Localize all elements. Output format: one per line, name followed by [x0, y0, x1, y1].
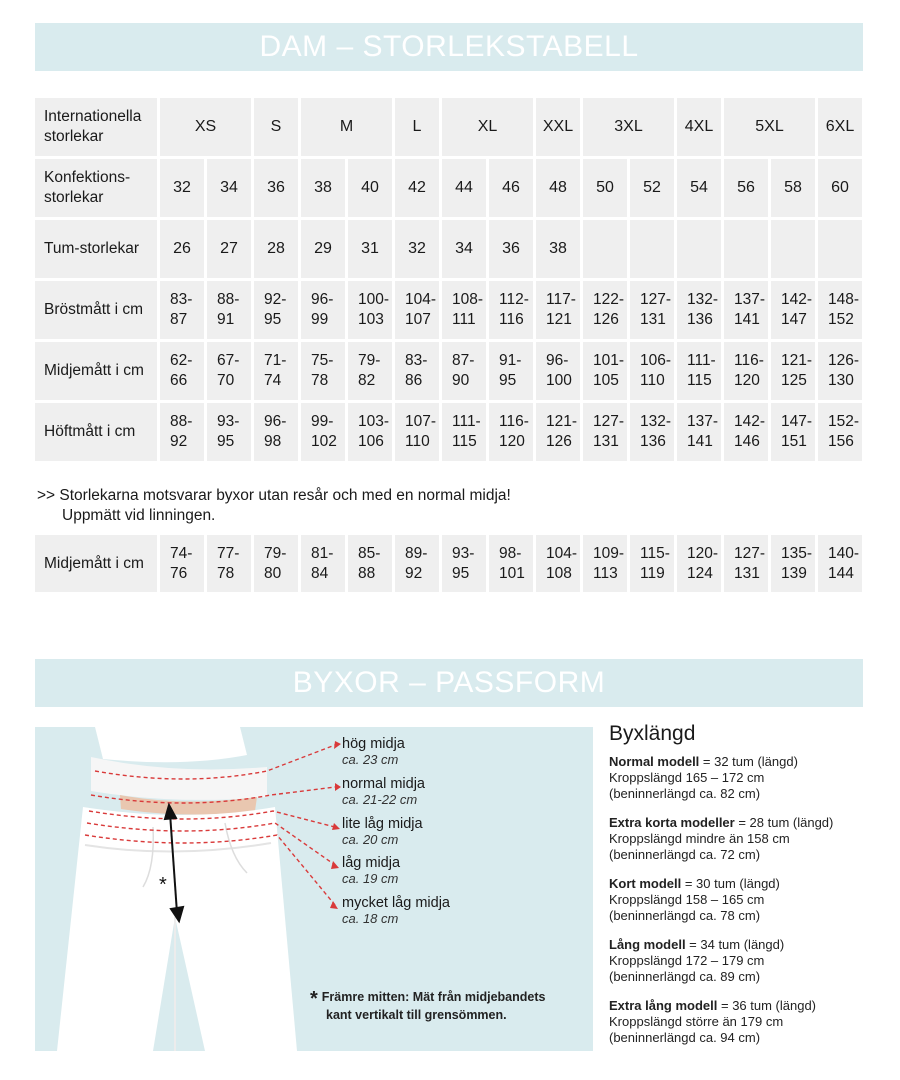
waist-band-cell: 85-88	[348, 535, 392, 592]
waist-band-cell: 74-76	[160, 535, 204, 592]
waist-band-cell: 120-124	[677, 535, 721, 592]
size-cell: 116-120	[489, 403, 533, 461]
size-cell: 44	[442, 159, 486, 217]
size-cell: 121-126	[536, 403, 580, 461]
international-size-cell: 5XL	[724, 98, 815, 156]
size-cell: 91-95	[489, 342, 533, 400]
waist-band-cell: 77-78	[207, 535, 251, 592]
size-cell: 38	[301, 159, 345, 217]
international-size-cell: L	[395, 98, 439, 156]
waist-at-band-table	[35, 535, 863, 592]
size-cell: 111-115	[677, 342, 721, 400]
model-inseam-length: (beninnerlängd ca. 78 cm)	[609, 908, 761, 923]
size-cell: 122-126	[583, 281, 627, 339]
model-name: Kort modell	[609, 876, 682, 891]
footnote-asterisk: *	[310, 988, 318, 1010]
model-size-line	[609, 937, 869, 953]
waist-type-measure: ca. 20 cm	[342, 832, 399, 847]
waist-type-name: hög midja	[342, 736, 405, 752]
waist-band-cell: 135-139	[771, 535, 815, 592]
size-cell: 137-141	[724, 281, 768, 339]
model-name: Extra korta modeller	[609, 815, 735, 830]
inseam-model	[609, 754, 869, 802]
size-cell: 142-147	[771, 281, 815, 339]
inseam-model	[609, 998, 869, 1046]
waist-type-name: normal midja	[342, 776, 425, 792]
size-cell	[630, 220, 674, 278]
size-cell: 46	[489, 159, 533, 217]
size-cell: 104-107	[395, 281, 439, 339]
size-cell: 142-146	[724, 403, 768, 461]
model-size-line	[609, 876, 869, 892]
inseam-model-list	[609, 754, 869, 1046]
row-label: Tum-storlekar	[35, 220, 157, 278]
row-label: Bröstmått i cm	[35, 281, 157, 339]
size-cell: 79-82	[348, 342, 392, 400]
waist-type-measure: ca. 23 cm	[342, 752, 399, 767]
model-name: Lång modell	[609, 937, 686, 952]
waist-band-cell: 89-92	[395, 535, 439, 592]
waist-type-label	[342, 855, 400, 887]
size-cell: 137-141	[677, 403, 721, 461]
international-size-cell: 3XL	[583, 98, 674, 156]
fit-illustration-panel	[35, 727, 593, 1051]
size-cell: 62-66	[160, 342, 204, 400]
row-label: Midjemått i cm	[35, 535, 157, 592]
waist-type-label	[342, 895, 450, 927]
size-cell: 96-100	[536, 342, 580, 400]
size-cell: 101-105	[583, 342, 627, 400]
size-cell: 56	[724, 159, 768, 217]
size-cell: 32	[395, 220, 439, 278]
size-cell: 92-95	[254, 281, 298, 339]
waist-type-measure: ca. 18 cm	[342, 911, 399, 926]
international-size-cell: XS	[160, 98, 251, 156]
size-cell: 52	[630, 159, 674, 217]
model-inseam-length: (beninnerlängd ca. 72 cm)	[609, 847, 761, 862]
waist-band-cell: 93-95	[442, 535, 486, 592]
model-size: = 34 tum (längd)	[685, 937, 785, 952]
inseam-section	[609, 722, 869, 1059]
size-cell: 100-103	[348, 281, 392, 339]
waist-band-cell: 109-113	[583, 535, 627, 592]
size-cell: 58	[771, 159, 815, 217]
model-body-length: Kroppslängd 172 – 179 cm	[609, 953, 765, 968]
model-size: = 36 tum (längd)	[717, 998, 817, 1013]
size-cell: 132-136	[630, 403, 674, 461]
size-cell: 54	[677, 159, 721, 217]
inseam-model	[609, 876, 869, 924]
size-cell: 96-99	[301, 281, 345, 339]
model-body-length: Kroppslängd 158 – 165 cm	[609, 892, 765, 907]
size-cell: 50	[583, 159, 627, 217]
model-size: = 28 tum (längd)	[734, 815, 834, 830]
size-cell: 71-74	[254, 342, 298, 400]
size-cell: 127-131	[630, 281, 674, 339]
row-label-international: Internationella storlekar	[35, 98, 157, 156]
waist-band-cell: 104-108	[536, 535, 580, 592]
model-size-line	[609, 815, 869, 831]
waist-type-name: låg midja	[342, 855, 401, 871]
waist-band-cell: 81-84	[301, 535, 345, 592]
inseam-model	[609, 815, 869, 863]
model-inseam-length: (beninnerlängd ca. 89 cm)	[609, 969, 761, 984]
size-cell: 26	[160, 220, 204, 278]
size-cell: 83-87	[160, 281, 204, 339]
size-cell: 34	[442, 220, 486, 278]
model-size: = 32 tum (längd)	[699, 754, 798, 769]
size-cell: 38	[536, 220, 580, 278]
size-cell: 108-111	[442, 281, 486, 339]
waist-band-cell: 79-80	[254, 535, 298, 592]
international-size-cell: XXL	[536, 98, 580, 156]
size-cell: 87-90	[442, 342, 486, 400]
model-inseam-length: (beninnerlängd ca. 82 cm)	[609, 786, 761, 801]
size-cell: 112-116	[489, 281, 533, 339]
size-cell: 107-110	[395, 403, 439, 461]
row-label: Konfektions-storlekar	[35, 159, 157, 217]
size-cell: 75-78	[301, 342, 345, 400]
waist-type-measure: ca. 19 cm	[342, 871, 399, 886]
model-size: = 30 tum (längd)	[681, 876, 780, 891]
waist-band-cell: 115-119	[630, 535, 674, 592]
size-note-line2: Uppmätt vid linningen.	[62, 507, 216, 524]
international-size-cell: 6XL	[818, 98, 862, 156]
size-cell: 121-125	[771, 342, 815, 400]
size-cell: 40	[348, 159, 392, 217]
model-body-length: Kroppslängd större än 179 cm	[609, 1014, 784, 1029]
size-cell: 28	[254, 220, 298, 278]
size-cell: 111-115	[442, 403, 486, 461]
waist-band-cell: 127-131	[724, 535, 768, 592]
size-cell	[771, 220, 815, 278]
size-table	[35, 98, 863, 461]
size-cell: 148-152	[818, 281, 862, 339]
waist-band-cell: 140-144	[818, 535, 862, 592]
size-cell: 88-92	[160, 403, 204, 461]
size-cell: 32	[160, 159, 204, 217]
size-note	[37, 486, 511, 526]
model-body-length: Kroppslängd mindre än 158 cm	[609, 831, 790, 846]
size-cell: 117-121	[536, 281, 580, 339]
model-name: Extra lång modell	[609, 998, 718, 1013]
inseam-model	[609, 937, 869, 985]
dash-arrowheads	[330, 741, 341, 909]
model-size-line	[609, 998, 869, 1014]
size-cell: 67-70	[207, 342, 251, 400]
size-cell	[818, 220, 862, 278]
size-cell: 152-156	[818, 403, 862, 461]
asterisk-mark: *	[159, 874, 167, 896]
size-cell: 126-130	[818, 342, 862, 400]
size-cell: 34	[207, 159, 251, 217]
size-cell: 116-120	[724, 342, 768, 400]
international-size-cell: M	[301, 98, 392, 156]
fit-banner: BYXOR – PASSFORM	[35, 659, 863, 707]
size-cell: 42	[395, 159, 439, 217]
size-cell: 96-98	[254, 403, 298, 461]
size-cell: 48	[536, 159, 580, 217]
size-cell: 88-91	[207, 281, 251, 339]
model-name: Normal modell	[609, 754, 700, 769]
size-cell: 60	[818, 159, 862, 217]
model-inseam-length: (beninnerlängd ca. 94 cm)	[609, 1030, 761, 1045]
footnote-line2: kant vertikalt till grensömmen.	[326, 1008, 507, 1022]
size-cell: 106-110	[630, 342, 674, 400]
row-label: Höftmått i cm	[35, 403, 157, 461]
size-cell: 147-151	[771, 403, 815, 461]
size-cell	[724, 220, 768, 278]
size-cell: 36	[254, 159, 298, 217]
size-cell: 36	[489, 220, 533, 278]
international-size-cell: XL	[442, 98, 533, 156]
model-body-length: Kroppslängd 165 – 172 cm	[609, 770, 765, 785]
international-size-cell: S	[254, 98, 298, 156]
waist-band-cell: 98-101	[489, 535, 533, 592]
international-size-cell: 4XL	[677, 98, 721, 156]
waist-type-measure: ca. 21-22 cm	[342, 792, 418, 807]
model-size-line	[609, 754, 869, 770]
size-cell: 31	[348, 220, 392, 278]
size-cell: 27	[207, 220, 251, 278]
size-cell: 29	[301, 220, 345, 278]
top-garment	[95, 727, 247, 762]
waist-type-name: lite låg midja	[342, 816, 423, 832]
footnote-line1: Främre mitten: Mät från midjebandets	[321, 990, 546, 1004]
size-cell: 99-102	[301, 403, 345, 461]
size-cell: 127-131	[583, 403, 627, 461]
inseam-title: Byxlängd	[609, 722, 696, 745]
size-cell	[583, 220, 627, 278]
row-label: Midjemått i cm	[35, 342, 157, 400]
size-note-line1: >> Storlekarna motsvarar byxor utan resår och med en normal midja!	[37, 487, 511, 504]
size-cell: 93-95	[207, 403, 251, 461]
waist-type-name: mycket låg midja	[342, 895, 450, 911]
size-cell: 132-136	[677, 281, 721, 339]
size-table-banner: DAM – STORLEKSTABELL	[35, 23, 863, 71]
waist-type-label	[342, 816, 423, 848]
waist-type-label	[342, 736, 405, 768]
front-rise-footnote	[310, 989, 545, 1023]
size-cell: 103-106	[348, 403, 392, 461]
size-cell: 83-86	[395, 342, 439, 400]
size-cell	[677, 220, 721, 278]
waist-type-label	[342, 776, 425, 808]
